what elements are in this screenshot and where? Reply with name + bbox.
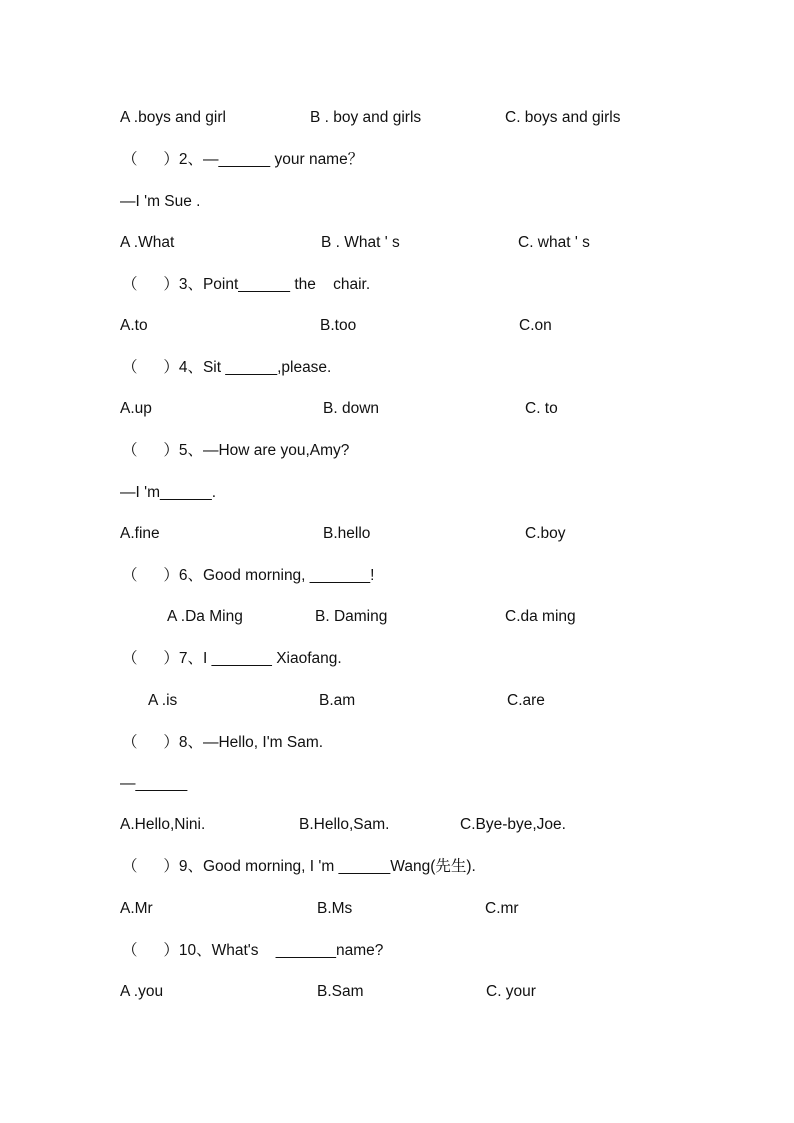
q10-option-a: A .you (120, 983, 164, 1000)
q8-option-a: A.Hello,Nini. (120, 816, 206, 833)
q2-stem: （ ）2、—______ your name？ (122, 151, 364, 168)
q5-option-c: C.boy (525, 525, 566, 542)
q1-option-c: C. boys and girls (505, 109, 621, 126)
q10-option-b: B.Sam (317, 983, 364, 1000)
q9-stem: （ ）9、Good morning, I 'm ______Wang(先生). (122, 858, 476, 875)
q9-option-c: C.mr (485, 900, 519, 917)
q2-option-b: B . What ' s (321, 234, 400, 251)
q8-stem: （ ）8、—Hello, I'm Sam. (122, 734, 324, 751)
q6-stem: （ ）6、Good morning, _______! (122, 567, 375, 584)
q3-option-a: A.to (120, 317, 148, 334)
q10-stem: （ ）10、What's _______name? (122, 942, 384, 959)
q3-option-b: B.too (320, 317, 357, 334)
q8-option-c: C.Bye-bye,Joe. (460, 816, 566, 833)
q4-option-c: C. to (525, 400, 558, 417)
q6-option-b: B. Daming (315, 608, 388, 625)
q4-stem: （ ）4、Sit ______,please. (122, 359, 332, 376)
q3-stem: （ ）3、Point______ the chair. (122, 276, 371, 293)
q9-option-b: B.Ms (317, 900, 353, 917)
q4-option-a: A.up (120, 400, 152, 417)
q7-option-c: C.are (507, 692, 545, 709)
q8-option-b: B.Hello,Sam. (299, 816, 390, 833)
q2-option-c: C. what ' s (518, 234, 590, 251)
q5-stem: （ ）5、—How are you,Amy? (122, 442, 350, 459)
q10-option-c: C. your (486, 983, 536, 1000)
q3-option-c: C.on (519, 317, 552, 334)
q7-stem: （ ）7、I _______ Xiaofang. (122, 650, 342, 667)
q7-option-b: B.am (319, 692, 356, 709)
q5-option-b: B.hello (323, 525, 371, 542)
q9-option-a: A.Mr (120, 900, 153, 917)
q5-answer-line: —I 'm______. (120, 484, 217, 501)
q2-answer-line: —I 'm Sue . (120, 193, 201, 210)
q1-option-a: A .boys and girl (120, 109, 226, 126)
q2-option-a: A .What (120, 234, 175, 251)
q7-option-a: A .is (148, 692, 178, 709)
q6-option-c: C.da ming (505, 608, 576, 625)
q1-option-b: B . boy and girls (310, 109, 422, 126)
q8-answer-line: —______ (120, 775, 188, 792)
q5-option-a: A.fine (120, 525, 160, 542)
q6-option-a: A .Da Ming (167, 608, 243, 625)
q4-option-b: B. down (323, 400, 380, 417)
